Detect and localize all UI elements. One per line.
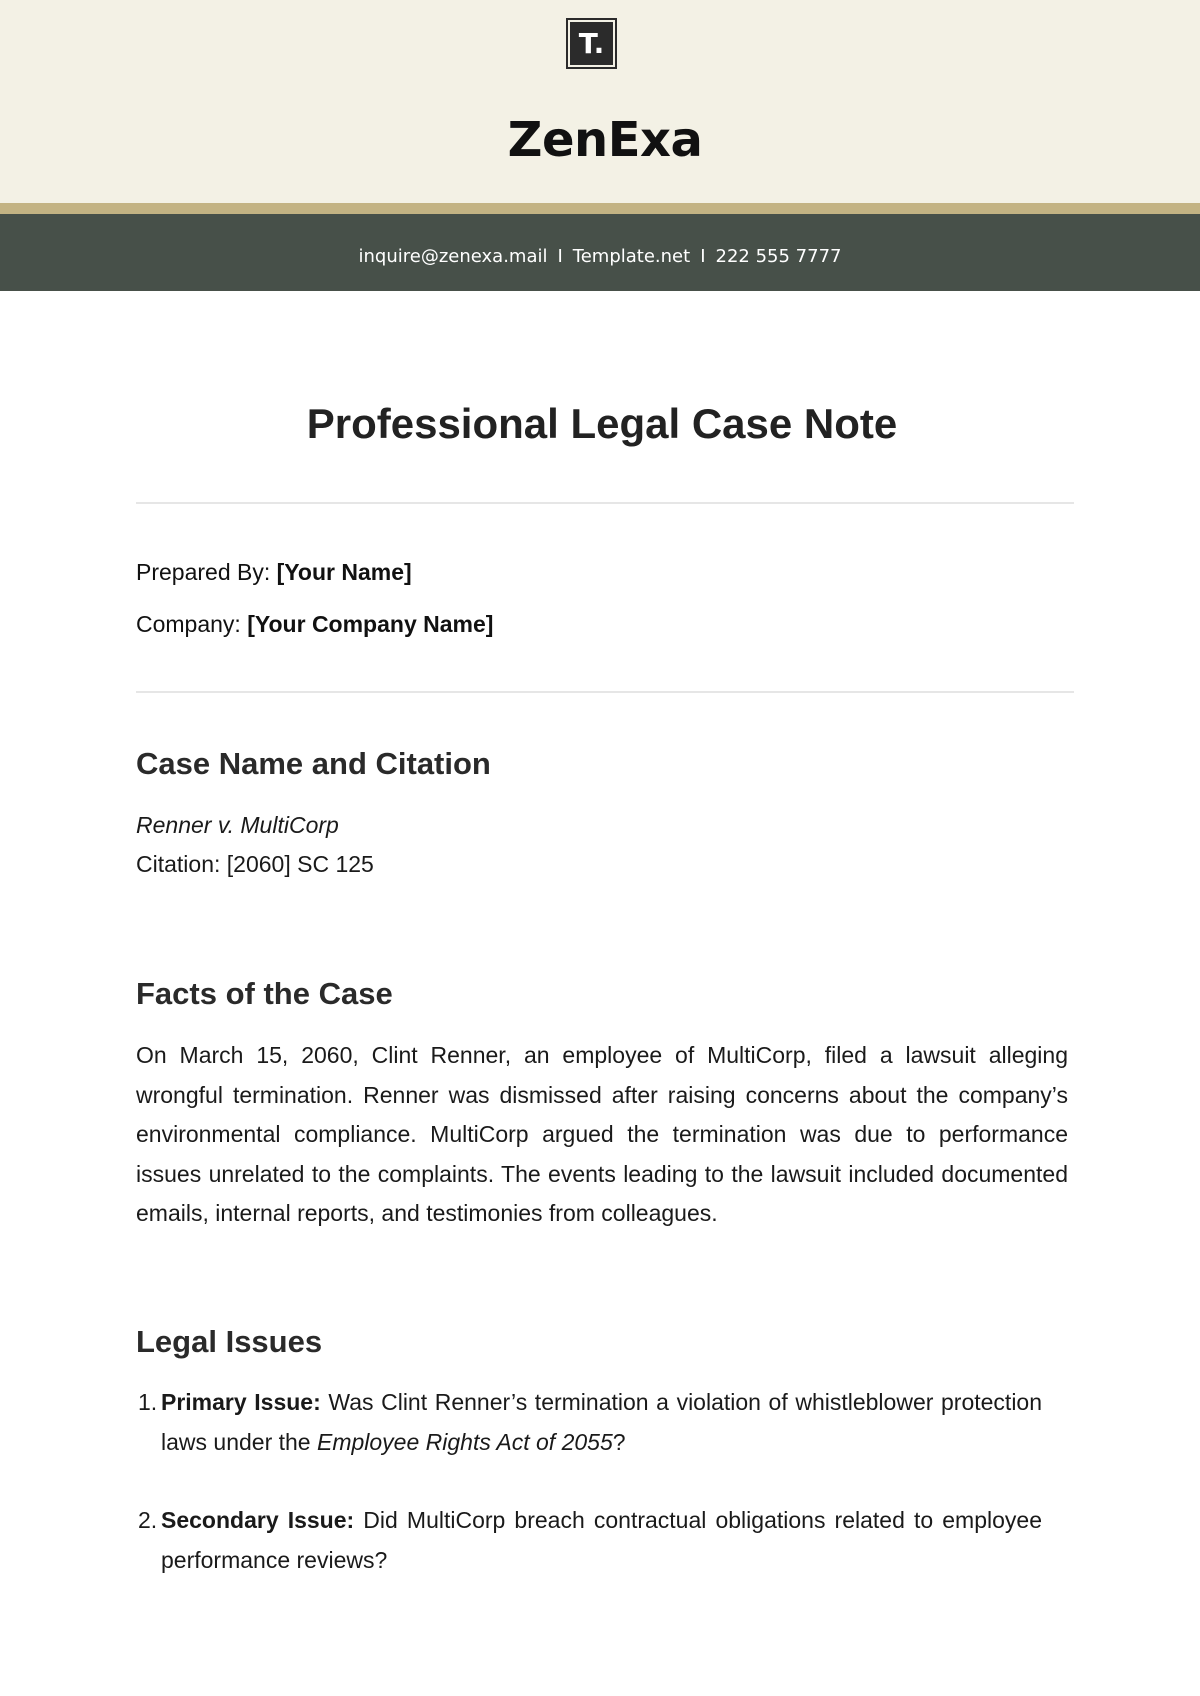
case-name: Renner v. MultiCorp xyxy=(136,812,339,838)
issue-text-end: ? xyxy=(612,1428,626,1455)
list-item xyxy=(136,1501,1042,1580)
brand-name: ZenExa xyxy=(507,112,703,168)
issue-label: Primary Issue: xyxy=(161,1389,321,1415)
page-title: Professional Legal Case Note xyxy=(306,400,898,447)
logo-mark: T. xyxy=(570,22,613,65)
facts-paragraph: On March 15, 2060, Clint Renner, an employee of MultiCorp, filed a lawsuit alleging wrongful termination. Renner was dismissed after raising concerns about the company’s environmental compliance. MultiCorp argued the termination was due to performance issues unrelated to the complaints. The events leading to the lawsuit included documented emails, internal reports, and testimonies from colleagues. xyxy=(136,1042,1068,1226)
contact-website[interactable]: Template.net xyxy=(572,246,691,267)
list-item-text xyxy=(161,1383,1042,1462)
issue-act-name: Employee Rights Act of 2055 xyxy=(316,1428,613,1455)
list-item-text xyxy=(161,1501,1042,1580)
case-citation: Citation: [2060] SC 125 xyxy=(136,851,374,877)
issue-label: Secondary Issue: xyxy=(161,1507,355,1533)
contact-phone[interactable]: 222 555 7777 xyxy=(715,246,842,267)
header-divider-stripe xyxy=(0,203,1200,214)
logo xyxy=(566,18,617,69)
prepared-by-label: Prepared By: xyxy=(136,559,271,585)
list-item xyxy=(136,1383,1042,1462)
company xyxy=(136,611,493,638)
company-value: [Your Company Name] xyxy=(247,611,494,637)
company-label: Company: xyxy=(136,611,241,637)
prepared-by xyxy=(136,559,412,586)
facts-heading: Facts of the Case xyxy=(136,976,393,1011)
issue-text: Did MultiCorp breach contractual obligations related to employee performance reviews? xyxy=(161,1507,1042,1573)
header-band xyxy=(0,0,1200,203)
contact-separator: I xyxy=(557,246,563,267)
contact-bar xyxy=(0,214,1200,291)
list-number: 2. xyxy=(138,1507,158,1533)
contact-separator: I xyxy=(700,246,706,267)
legal-issues-heading: Legal Issues xyxy=(136,1324,323,1359)
contact-email[interactable]: inquire@zenexa.mail xyxy=(358,246,548,267)
prepared-by-value: [Your Name] xyxy=(276,559,412,585)
case-name-heading: Case Name and Citation xyxy=(136,746,491,781)
divider xyxy=(136,691,1074,693)
list-number: 1. xyxy=(138,1389,158,1415)
divider xyxy=(136,502,1074,504)
issue-text: Was Clint Renner’s termination a violation of whistleblower protection laws under the xyxy=(161,1389,1043,1455)
